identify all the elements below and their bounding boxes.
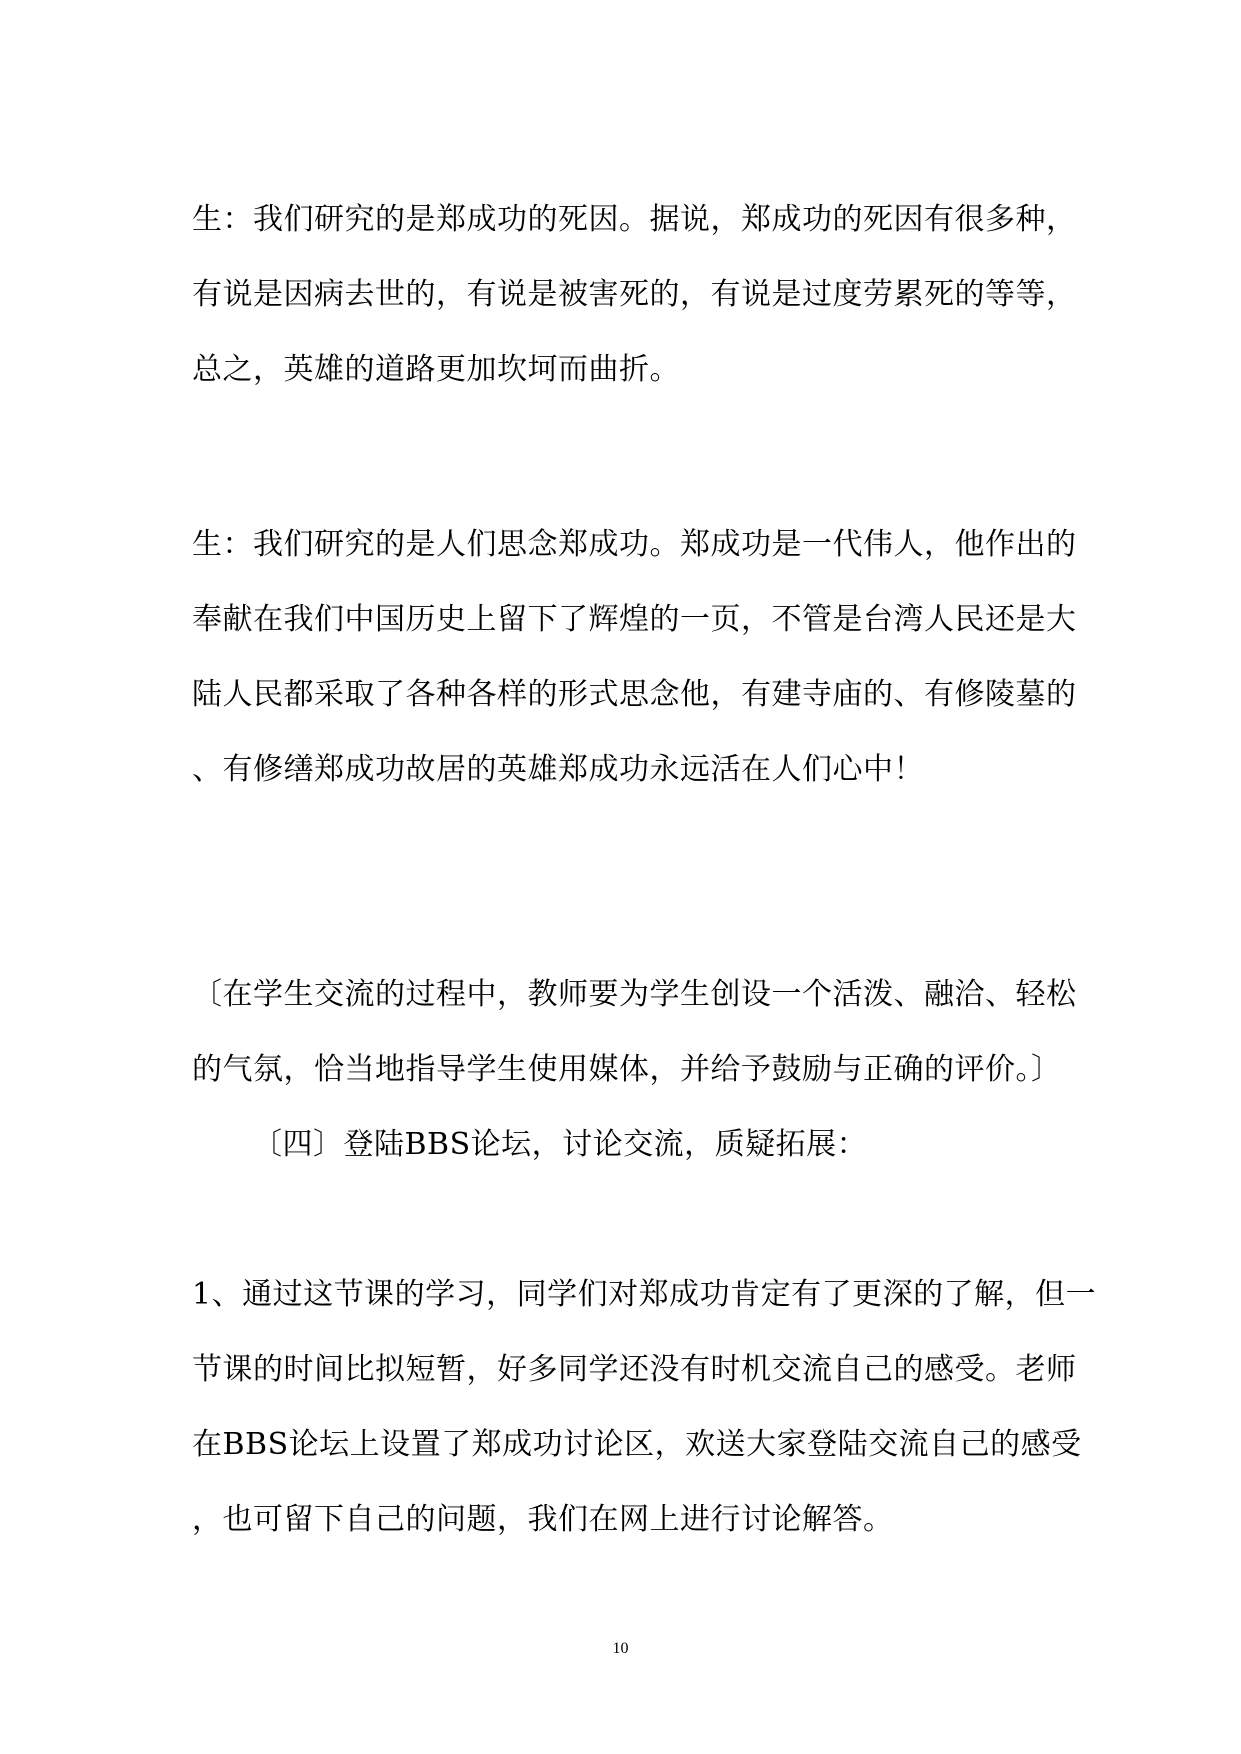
paragraph-3-line-1: 〔在学生交流的过程中，教师要为学生创设一个活泼、融洽、轻松 <box>192 977 1077 1012</box>
paragraph-1-line-3: 总之，英雄的道路更加坎坷而曲折。 <box>192 352 680 387</box>
paragraph-1-line-1: 生：我们研究的是郑成功的死因。据说，郑成功的死因有很多种， <box>192 202 1077 237</box>
paragraph-2-line-1: 生：我们研究的是人们思念郑成功。郑成功是一代伟人，他作出的 <box>192 527 1077 562</box>
section-heading: 〔四〕登陆BBS论坛，讨论交流，质疑拓展： <box>252 1127 868 1162</box>
paragraph-2-line-2: 奉献在我们中国历史上留下了辉煌的一页，不管是台湾人民还是大 <box>192 602 1077 637</box>
paragraph-5-line-2: 节课的时间比拟短暂，好多同学还没有时机交流自己的感受。老师 <box>192 1352 1077 1387</box>
paragraph-3-line-2: 的气氛，恰当地指导学生使用媒体，并给予鼓励与正确的评价。〕 <box>192 1052 1062 1087</box>
paragraph-2-line-3: 陆人民都采取了各种各样的形式思念他，有建寺庙的、有修陵墓的 <box>192 677 1077 712</box>
paragraph-5-line-1: 1、通过这节课的学习，同学们对郑成功肯定有了更深的了解，但一 <box>192 1277 1097 1312</box>
paragraph-5-line-4: ，也可留下自己的问题，我们在网上进行讨论解答。 <box>192 1502 894 1537</box>
paragraph-1-line-2: 有说是因病去世的，有说是被害死的，有说是过度劳累死的等等， <box>192 277 1077 312</box>
paragraph-5-line-3: 在BBS论坛上设置了郑成功讨论区，欢送大家登陆交流自己的感受 <box>192 1427 1082 1462</box>
page-number: 10 <box>612 1640 629 1657</box>
paragraph-2-line-4: 、有修缮郑成功故居的英雄郑成功永远活在人们心中！ <box>192 752 924 787</box>
